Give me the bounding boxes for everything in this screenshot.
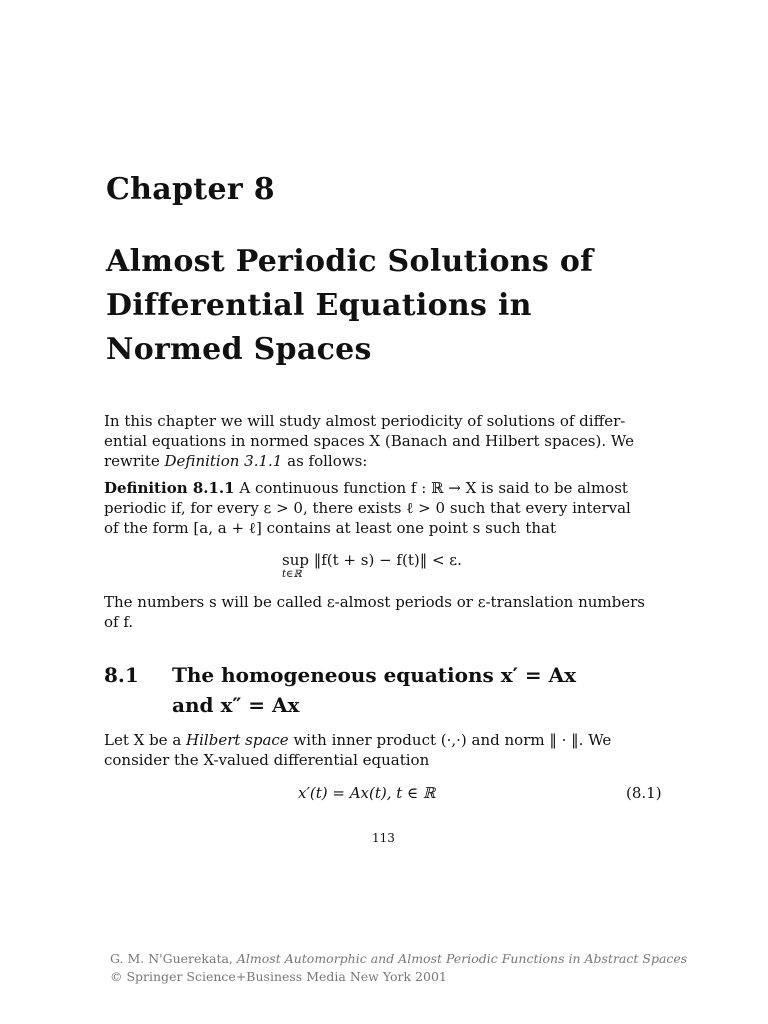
page-number: 113 <box>372 831 395 845</box>
footer-line: © Springer Science+Business Media New York 2001 <box>110 969 447 984</box>
section-title-line: The homogeneous equations x′ = Ax <box>172 663 577 687</box>
equation-number: (8.1) <box>626 784 662 802</box>
copyright-footer <box>110 950 710 986</box>
text-line: of the form [a, a + ℓ] contains at least one point s such that <box>104 519 556 537</box>
hilbert-paragraph <box>104 730 666 770</box>
sup-equation: sup ‖f(t + s) − f(t)‖ < ε. <box>282 551 462 569</box>
translation-numbers-paragraph <box>104 592 666 632</box>
text-fragment: as follows: <box>282 452 368 470</box>
text-line: of f. <box>104 613 134 631</box>
text-line: ential equations in normed spaces X (Banach and Hilbert spaces). We <box>104 432 634 450</box>
footer-line <box>110 950 710 968</box>
text-fragment: with inner product (·,·) and norm ‖ · ‖. We <box>288 731 612 749</box>
section-title-line: and x″ = Ax <box>172 693 300 717</box>
definition-block <box>104 478 666 538</box>
chapter-title-line: Differential Equations in <box>106 288 532 323</box>
chapter-label: Chapter 8 <box>106 172 275 207</box>
chapter-title-line: Normed Spaces <box>106 332 372 367</box>
text-line: In this chapter we will study almost periodicity of solutions of differ- <box>104 412 626 430</box>
chapter-title <box>106 240 686 372</box>
text-line: The numbers s will be called ε-almost periods or ε-translation numbers <box>104 593 645 611</box>
footer-author: G. M. N'Guerekata, <box>110 951 237 966</box>
sup-subscript: t∈ℝ <box>282 569 302 580</box>
text-line <box>104 478 666 498</box>
text-line <box>104 451 666 471</box>
text-fragment: A continuous function f : ℝ → X is said to be almost <box>234 479 628 497</box>
text-line: consider the X-valued differential equation <box>104 751 430 769</box>
section-title <box>172 660 672 720</box>
definition-reference: Definition 3.1.1 <box>164 452 283 470</box>
footer-book-title: Almost Automorphic and Almost Periodic Functions in Abstract Spaces <box>236 951 688 966</box>
definition-label: Definition 8.1.1 <box>104 479 235 497</box>
text-line <box>104 730 666 750</box>
text-fragment: Let X be a <box>104 731 187 749</box>
text-line: periodic if, for every ε > 0, there exists ℓ > 0 such that every interval <box>104 499 631 517</box>
text-fragment: rewrite <box>104 452 165 470</box>
intro-paragraph <box>104 411 666 471</box>
equation-8-1: x′(t) = Ax(t), t ∈ ℝ <box>298 784 436 802</box>
section-number: 8.1 <box>104 663 139 687</box>
emphasized-term: Hilbert space <box>186 731 289 749</box>
chapter-title-line: Almost Periodic Solutions of <box>106 244 594 279</box>
